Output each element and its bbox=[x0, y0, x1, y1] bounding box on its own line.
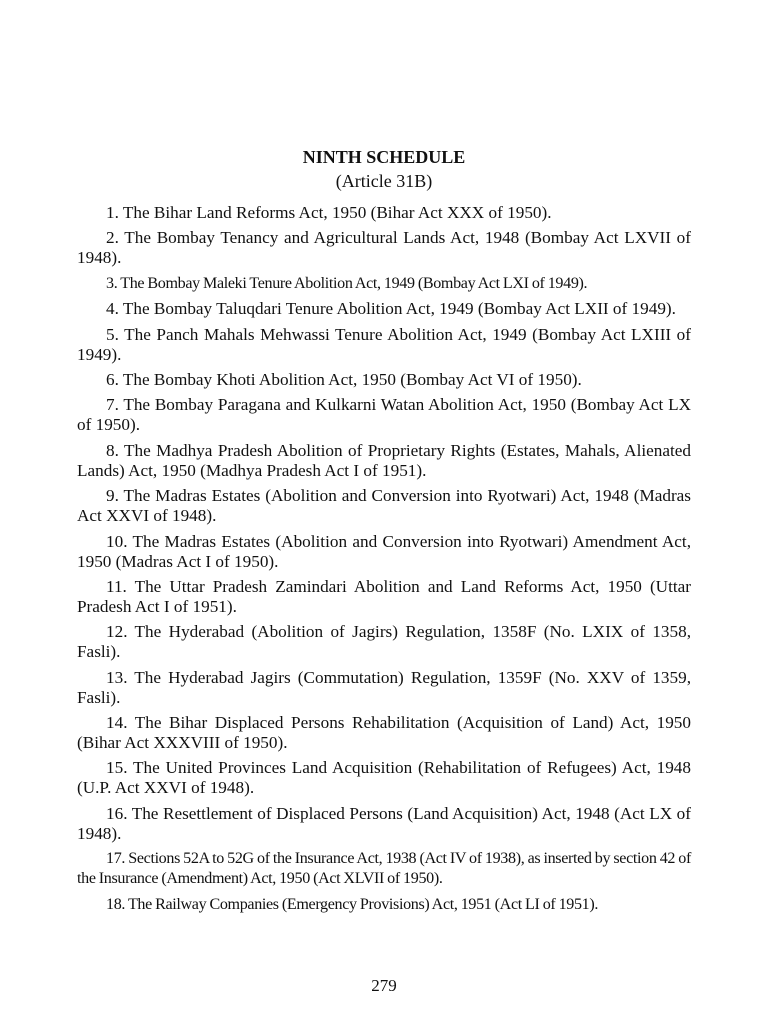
schedule-entry: 18. The Railway Companies (Emergency Provisions) Act, 1951 (Act LI of 1951). bbox=[106, 895, 599, 913]
schedule-entry: 7. The Bombay Paragana and Kulkarni Watan Abolition Act, 1950 (Bombay Act LX of 1950). bbox=[77, 395, 691, 435]
schedule-entry: 10. The Madras Estates (Abolition and Conversion into Ryotwari) Amendment Act, 1950 (Madras Act I of 1950). bbox=[77, 531, 691, 571]
schedule-entry: 13. The Hyderabad Jagirs (Commutation) Regulation, 1359F (No. XXV of 1359, Fasli). bbox=[77, 667, 691, 707]
schedule-entry: 2. The Bombay Tenancy and Agricultural Lands Act, 1948 (Bombay Act LXVII of 1948). bbox=[77, 228, 691, 268]
schedule-entry: 6. The Bombay Khoti Abolition Act, 1950 (Bombay Act VI of 1950). bbox=[106, 369, 582, 389]
document-page bbox=[77, 146, 691, 920]
schedule-entry: 17. Sections 52A to 52G of the Insurance Act, 1938 (Act IV of 1938), as inserted by section 42 of the Insurance (Amendment) Act, 1950 (Act XLVII of 1950). bbox=[77, 850, 691, 888]
schedule-entry: 14. The Bihar Displaced Persons Rehabilitation (Acquisition of Land) Act, 1950 (Bihar Act XXXVIII of 1950). bbox=[77, 713, 691, 753]
schedule-entry: 8. The Madhya Pradesh Abolition of Proprietary Rights (Estates, Mahals, Alienated Lands) Act, 1950 (Madhya Pradesh Act I of 1951). bbox=[77, 440, 691, 480]
schedule-entry: 3. The Bombay Maleki Tenure Abolition Act, 1949 (Bombay Act LXI of 1949). bbox=[106, 274, 588, 292]
schedule-subtitle: (Article 31B) bbox=[335, 171, 433, 191]
schedule-entry: 15. The United Provinces Land Acquisition (Rehabilitation of Refugees) Act, 1948 (U.P. Act XXVI of 1948). bbox=[77, 758, 691, 798]
schedule-entry: 4. The Bombay Taluqdari Tenure Abolition Act, 1949 (Bombay Act LXII of 1949). bbox=[106, 299, 676, 319]
schedule-entry: 1. The Bihar Land Reforms Act, 1950 (Bihar Act XXX of 1950). bbox=[106, 203, 552, 222]
schedule-entry: 5. The Panch Mahals Mehwassi Tenure Abolition Act, 1949 (Bombay Act LXIII of 1949). bbox=[77, 324, 691, 364]
schedule-entry: 12. The Hyderabad (Abolition of Jagirs) Regulation, 1358F (No. LXIX of 1358, Fasli). bbox=[77, 622, 691, 662]
page-number: 279 bbox=[371, 976, 397, 995]
schedule-entry: 16. The Resettlement of Displaced Persons (Land Acquisition) Act, 1948 (Act LX of 1948). bbox=[77, 803, 691, 843]
schedule-entry: 9. The Madras Estates (Abolition and Conversion into Ryotwari) Act, 1948 (Madras Act XXVI of 1948). bbox=[77, 486, 691, 526]
schedule-entry: 11. The Uttar Pradesh Zamindari Abolition and Land Reforms Act, 1950 (Uttar Pradesh Act I of 1951). bbox=[77, 576, 691, 616]
schedule-title: NINTH SCHEDULE bbox=[302, 147, 466, 167]
schedule-entry-list bbox=[77, 203, 691, 915]
